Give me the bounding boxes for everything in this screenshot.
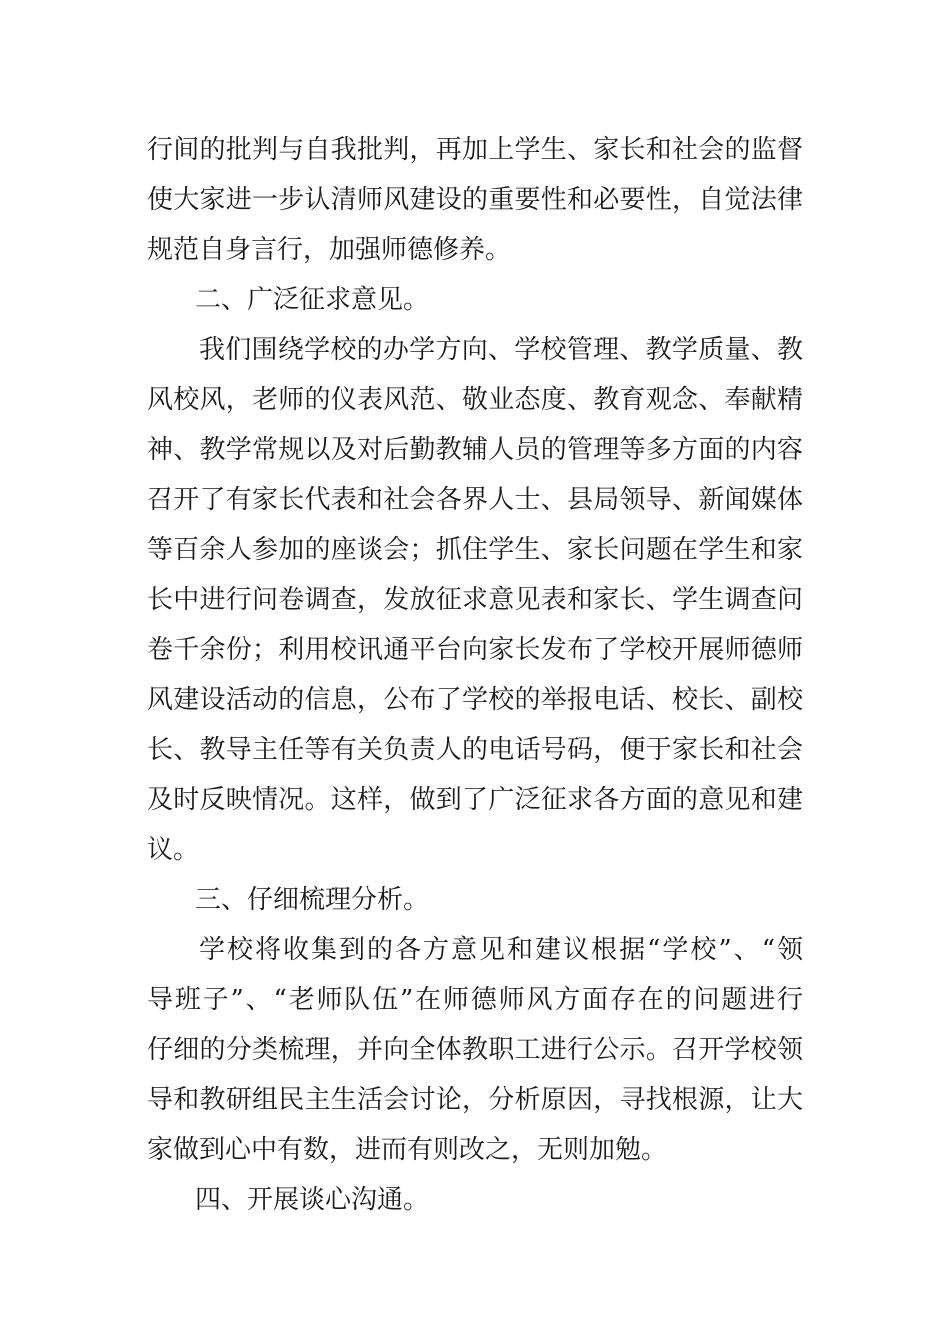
section-heading: 二、广泛征求意见。 xyxy=(195,285,430,315)
text-line: 规范自身言行，加强师德修养。 xyxy=(147,235,512,265)
text-line: 仔细的分类梳理，并向全体教职工进行公示。召开学校领 xyxy=(147,1035,803,1065)
section-heading: 三、仔细梳理分析。 xyxy=(195,885,430,915)
text-line: 及时反映情况。这样，做到了广泛征求各方面的意见和建 xyxy=(147,785,803,815)
text-line: 行间的批判与自我批判，再加上学生、家长和社会的监督 xyxy=(147,135,803,165)
text-line: 导和教研组民主生活会讨论，分析原因，寻找根源，让大 xyxy=(147,1085,803,1115)
text-line: 我们围绕学校的办学方向、学校管理、教学质量、教 xyxy=(199,335,803,365)
text-line: 家做到心中有数，进而有则改之，无则加勉。 xyxy=(147,1135,668,1165)
text-line: 学校将收集到的各方意见和建议根据“学校”、“领 xyxy=(199,935,803,965)
text-line: 使大家进一步认清师风建设的重要性和必要性，自觉法律 xyxy=(147,185,803,215)
text-line: 卷千余份；利用校讯通平台向家长发布了学校开展师德师 xyxy=(147,635,803,665)
text-line: 召开了有家长代表和社会各界人士、县局领导、新闻媒体 xyxy=(147,485,803,515)
text-line: 议。 xyxy=(147,835,200,865)
text-line: 风校风，老师的仪表风范、敬业态度、教育观念、奉献精 xyxy=(147,385,803,415)
section-heading: 四、开展谈心沟通。 xyxy=(195,1185,430,1215)
text-line: 长中进行问卷调查，发放征求意见表和家长、学生调查问 xyxy=(147,585,803,615)
text-line: 风建设活动的信息，公布了学校的举报电话、校长、副校 xyxy=(147,685,803,715)
text-line: 神、教学常规以及对后勤教辅人员的管理等多方面的内容 xyxy=(147,435,803,465)
text-line: 长、教导主任等有关负责人的电话号码，便于家长和社会 xyxy=(147,735,803,765)
text-line: 导班子”、“老师队伍”在师德师风方面存在的问题进行 xyxy=(147,985,803,1015)
text-line: 等百余人参加的座谈会；抓住学生、家长问题在学生和家 xyxy=(147,535,803,565)
